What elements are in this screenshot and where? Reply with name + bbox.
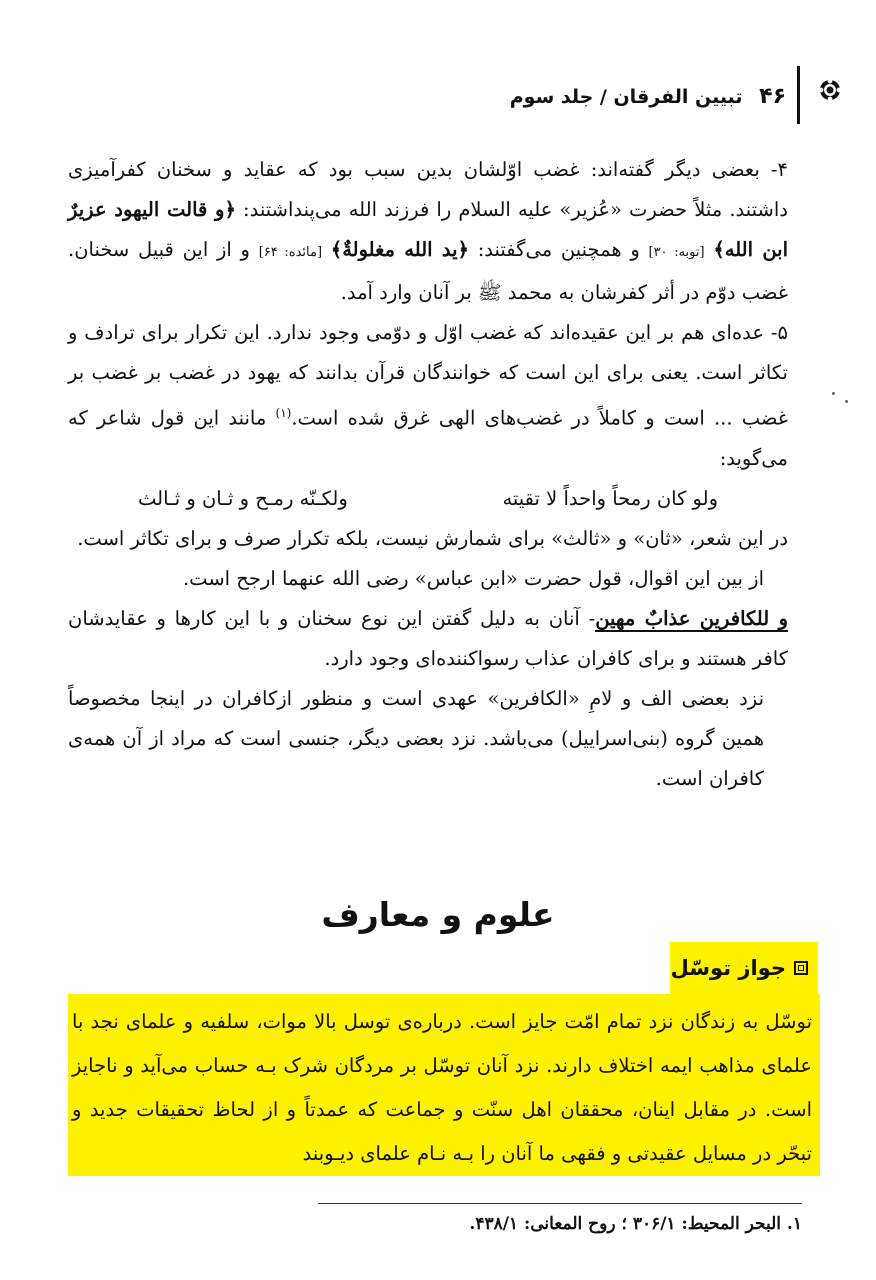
paragraph-item-5 xyxy=(68,313,788,479)
text-run: و از این قبیل سخنان. غضب دوّم در أثر کفرشان به محمد ﷺ بر آنان وارد آمد. xyxy=(68,238,788,304)
verse-hemistich-left: ولکـنّه رمـح و ثـان و ثـالث xyxy=(138,486,348,510)
quran-quote: ﴿ید الله مغلولةٌ﴾ xyxy=(330,238,469,261)
text-run: - آنان به دلیل گفتن این نوع سخنان و با این کارها و عقایدشان کافر هستند و برای کافران عذاب رسواکننده‌ای وجود دارد. xyxy=(68,606,788,670)
page-header xyxy=(509,60,850,122)
highlighted-paragraph xyxy=(72,1000,812,1176)
paragraph-term xyxy=(68,599,788,679)
paragraph-item-4 xyxy=(68,150,788,313)
text-run: و همچنین می‌گفتند: xyxy=(477,238,640,261)
section-title: علوم و معارف xyxy=(321,895,555,934)
poem-verse xyxy=(68,479,788,519)
scan-speck xyxy=(845,400,848,403)
scan-speck xyxy=(832,392,835,395)
topic-heading xyxy=(670,942,818,994)
verse-reference: [مائده: ۶۴] xyxy=(258,245,323,260)
square-marker-icon xyxy=(794,961,808,975)
main-text xyxy=(68,150,788,799)
flower-ornament-icon xyxy=(818,78,842,102)
text-run: ۵- عده‌ای هم بر این عقیده‌اند که غضب اوّل و دوّمی وجود ندارد. این تکرار برای ترادف و تکاثر است. یعنی برای این است که خوانندگان قرآن بدانند که یهود در غضب بر غضب بر غضب ... است و کاملاً در غضب‌های الهی غرق شده است. xyxy=(68,321,788,430)
topic-heading-text: جواز توسّل xyxy=(670,956,786,980)
footnote: ۱. البحر المحیط: ۳۰۶/۱ ؛ روح المعانی: ۴۳۸/۱. xyxy=(469,1214,802,1234)
text-run: ۴- بعضی دیگر گفته‌اند: غضب اوّلشان بدین سبب بود که عقاید و سخنان کفرآمیزی داشتند. مثلاً حضرت «عُزیر» علیه السلام را فرزند الله می‌پنداشتند: xyxy=(68,158,788,221)
highlighted-text: توسّل به زندگان نزد تمام امّت جایز است. درباره‌ی توسل بالا موات، سلفیه و علمای نجد با علمای مذاهب ایمه اختلاف دارند. نزد آنان توسّل بر مردگان شرک بـه حساب می‌آید و ناجایز است. در مقابل اینان، محققان اهل سنّت و جماعت که عمدتاً و از لحاظ تحقیقات جدید و تبحّر در مسایل عقیدتی و فقهی ما آنان را بـه نـام علمای دیـوبند xyxy=(72,1010,812,1165)
header-divider xyxy=(797,66,800,124)
paragraph-poem-note: در این شعر، «ثان» و «ثالث» برای شمارش نیست، بلکه تکرار صرف و برای تکاثر است. xyxy=(77,526,788,550)
book-title: تبیین الفرقان / جلد سوم xyxy=(509,86,743,108)
quran-term: و للکافرین عذابٌ مهین xyxy=(595,606,788,630)
quran-quote: ﴿و قالت الیهود عزیرٌ ابن الله﴾ xyxy=(68,198,789,261)
footnote-marker: (۱) xyxy=(275,406,292,420)
verse-reference: [توبه: ۳۰] xyxy=(648,245,705,260)
footnote-divider xyxy=(318,1203,802,1204)
running-head xyxy=(510,84,786,109)
verse-hemistich-right: ولو کان رمحاً واحداً لا تقیته xyxy=(502,486,718,510)
text-run: مانند این قول شاعر که می‌گوید: xyxy=(68,406,788,470)
page-number: ۴۶ xyxy=(759,84,786,109)
paragraph-ibn-abbas: از بین این اقوال، قول حضرت «ابن عباس» رضی الله عنهما ارجح است. xyxy=(182,566,764,590)
paragraph-kafirin: نزد بعضی الف و لامِ «الکافرین» عهدی است و منظور ازکافران در اینجا مخصوصاً همین گروه (بنی‌اسراییل) می‌باشد. نزد بعضی دیگر، جنسی است که مراد از آن همه‌ی کافران است. xyxy=(68,686,764,790)
